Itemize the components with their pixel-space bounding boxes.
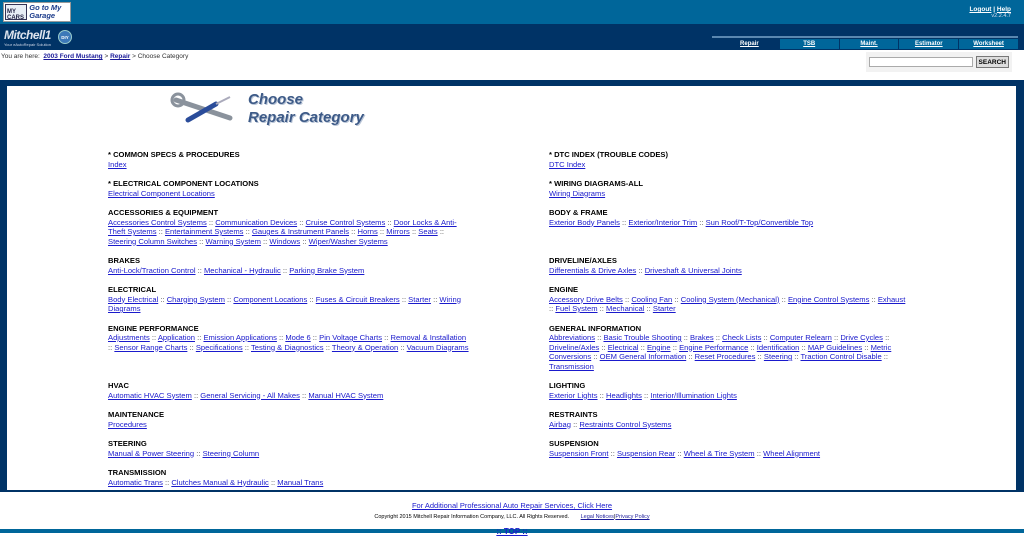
category-link[interactable]: Exterior Body Panels — [549, 217, 620, 227]
tab-maint[interactable]: Maint. — [840, 39, 899, 49]
category-link[interactable]: Index — [108, 159, 127, 169]
category-section — [549, 439, 909, 468]
category-link[interactable]: Driveshaft & Universal Joints — [644, 265, 742, 275]
category-section — [108, 256, 549, 285]
tab-tsb[interactable]: TSB — [780, 39, 839, 49]
page-header — [170, 91, 364, 127]
category-link[interactable]: Suspension Front — [549, 448, 609, 458]
category-link[interactable]: Mirrors — [386, 227, 410, 236]
category-row — [108, 468, 909, 497]
category-link[interactable]: Manual & Power Steering — [108, 448, 195, 458]
category-link[interactable]: Wheel Alignment — [763, 448, 821, 458]
link-separator: :: — [641, 390, 651, 400]
category-row — [108, 285, 909, 324]
category-links — [108, 449, 469, 459]
category-link[interactable]: Drive Cycles — [840, 333, 883, 342]
link-separator: :: — [158, 294, 167, 304]
category-links — [108, 391, 469, 401]
link-separator: :: — [799, 342, 808, 352]
category-section — [549, 179, 909, 208]
link-separator: :: — [430, 294, 440, 304]
category-links — [108, 333, 469, 352]
category-heading: BODY & FRAME — [549, 208, 608, 217]
link-separator: :: — [409, 227, 419, 236]
category-heading: * ELECTRICAL COMPONENT LOCATIONS — [108, 179, 259, 188]
link-separator: :: — [644, 304, 653, 313]
category-link[interactable]: Cooling System (Mechanical) — [680, 294, 780, 304]
category-link[interactable]: Application — [157, 333, 195, 342]
category-link[interactable]: Warning System — [205, 236, 261, 246]
category-link[interactable]: Computer Relearn — [769, 333, 832, 342]
category-link[interactable]: Clutches Manual & Hydraulic — [171, 477, 269, 487]
category-link[interactable]: Mechanical — [606, 304, 645, 313]
go-to-my-garage-button[interactable] — [3, 2, 71, 22]
category-section — [549, 285, 909, 324]
category-link[interactable]: Component Locations — [233, 294, 308, 304]
category-row — [108, 150, 909, 179]
category-link[interactable]: OEM General Information — [599, 352, 687, 361]
link-separator: :: — [268, 477, 278, 487]
category-link[interactable]: Charging System — [166, 294, 225, 304]
link-separator: :: — [187, 342, 196, 352]
category-link[interactable]: Engine — [646, 342, 671, 352]
copyright-line: Copyright 2015 Mitchell Repair Information Company, LLC. All Rights Reserved. Legal Notices|Privacy Policy — [374, 514, 650, 520]
link-separator: :: — [280, 265, 290, 275]
link-separator: :: — [831, 333, 841, 342]
category-link[interactable]: Mechanical - Hydraulic — [203, 265, 281, 275]
link-separator: :: — [755, 352, 764, 361]
category-link[interactable]: Pin Voltage Charts — [319, 333, 383, 342]
help-link[interactable]: Help — [996, 6, 1011, 13]
category-link[interactable]: Engine Performance — [679, 342, 749, 352]
category-link[interactable]: Specifications — [195, 342, 243, 352]
link-separator: :: — [195, 265, 204, 275]
category-link[interactable]: Horns — [357, 227, 378, 236]
link-separator: :: — [307, 294, 316, 304]
category-link[interactable]: Differentials & Drive Axles — [549, 265, 637, 275]
link-separator: :: — [349, 227, 358, 236]
link-separator: :: — [597, 304, 606, 313]
category-link[interactable]: Driveline/Axles — [549, 342, 600, 352]
link-separator: :: — [194, 333, 204, 342]
category-heading: ENGINE PERFORMANCE — [108, 323, 199, 333]
category-link[interactable]: Anti-Lock/Traction Control — [108, 265, 196, 275]
logo-tagline: Your eAutoRepair Solution — [4, 42, 51, 47]
link-separator: :: — [881, 352, 889, 361]
category-section — [108, 381, 549, 410]
category-link[interactable]: Identification — [756, 342, 800, 352]
category-section — [108, 410, 549, 439]
search-area — [866, 52, 1012, 72]
category-link[interactable]: Abbreviations — [549, 333, 596, 342]
category-link[interactable]: MAP Guidelines — [807, 342, 863, 352]
main-tabs — [712, 36, 1018, 50]
category-heading: TRANSMISSION — [108, 468, 167, 477]
category-link[interactable]: Cruise Control Systems — [305, 217, 386, 227]
category-link[interactable]: Vacuum Diagrams — [406, 342, 469, 352]
category-section — [108, 208, 549, 256]
category-section — [549, 468, 909, 497]
category-link[interactable]: Restraints Control Systems — [579, 419, 672, 429]
link-separator: :: — [672, 294, 681, 304]
category-heading: ELECTRICAL — [108, 285, 157, 294]
category-section — [108, 324, 549, 382]
category-link[interactable]: Parking Brake System — [289, 265, 365, 275]
category-link[interactable]: Manual HVAC System — [308, 390, 384, 400]
category-link[interactable]: Exterior Lights — [549, 390, 598, 400]
link-separator: :: — [382, 333, 391, 342]
link-separator: :: — [754, 448, 764, 458]
category-row — [108, 256, 909, 285]
category-link[interactable]: Accessories Control Systems — [108, 217, 207, 227]
category-heading: GENERAL INFORMATION — [549, 323, 642, 333]
link-separator: :: — [636, 265, 645, 275]
category-link[interactable]: Brakes — [690, 333, 714, 342]
breadcrumb-vehicle[interactable]: 2003 Ford Mustang — [43, 53, 103, 60]
link-separator: :: — [149, 333, 158, 342]
category-links — [549, 333, 909, 371]
link-separator: :: — [310, 333, 320, 342]
category-links — [549, 189, 909, 199]
link-separator: :: — [869, 294, 878, 304]
category-row — [108, 410, 909, 439]
link-separator: :: — [437, 227, 445, 236]
wrench-screwdriver-icon — [170, 92, 236, 126]
category-section — [549, 208, 909, 256]
category-link[interactable]: Mode 6 — [285, 333, 311, 342]
category-section — [108, 439, 549, 468]
category-link[interactable]: Transmission — [549, 361, 594, 371]
logout-link[interactable]: Logout — [969, 6, 992, 13]
link-separator: :: — [686, 352, 695, 361]
category-link[interactable]: Wiper/Washer Systems — [308, 236, 388, 246]
breadcrumb-current: Choose Category — [137, 53, 189, 60]
back-to-top-link[interactable]: :: TOP :: — [496, 527, 528, 536]
category-link[interactable]: Adjustments — [108, 333, 150, 342]
link-separator: :: — [399, 294, 409, 304]
mitchell1-logo — [4, 28, 69, 47]
category-link[interactable]: Automatic HVAC System — [108, 390, 192, 400]
category-links — [549, 449, 909, 459]
category-link[interactable]: Metric Conversions — [549, 342, 892, 361]
link-separator: :: — [108, 342, 115, 352]
category-section — [549, 150, 909, 179]
category-link[interactable]: Engine Control Systems — [787, 294, 870, 304]
category-link[interactable]: General Servicing - All Makes — [200, 390, 300, 400]
link-separator: :: — [792, 352, 801, 361]
category-row — [108, 439, 909, 468]
category-links — [549, 420, 909, 430]
link-separator: :: — [398, 342, 407, 352]
copyright-text: Copyright 2015 Mitchell Repair Information Company, LLC. All Rights Reserved. — [374, 514, 570, 520]
category-section — [549, 324, 909, 382]
category-link[interactable]: Sensor Range Charts — [114, 342, 188, 352]
category-links — [108, 189, 469, 199]
category-link[interactable]: Starter — [408, 294, 431, 304]
category-heading: * DTC INDEX (TROUBLE CODES) — [549, 150, 668, 159]
link-separator: :: — [243, 227, 252, 236]
category-row — [108, 179, 909, 208]
category-link[interactable]: Entertainment Systems — [164, 227, 244, 236]
link-separator: :: — [748, 342, 757, 352]
category-link[interactable]: Seats — [418, 227, 438, 236]
category-link[interactable]: Electrical Component Locations — [108, 188, 215, 198]
footer — [0, 495, 1024, 539]
category-row — [108, 381, 909, 410]
category-section — [108, 150, 549, 179]
link-separator: :: — [549, 304, 556, 313]
link-separator: :: — [242, 342, 251, 352]
link-separator: :: — [224, 294, 234, 304]
category-heading: ACCESSORIES & EQUIPMENT — [108, 208, 219, 217]
version-label: v2.2.4.7 — [991, 13, 1011, 19]
category-heading: HVAC — [108, 381, 129, 390]
link-separator: :: — [197, 236, 206, 246]
category-link[interactable]: Testing & Diagnostics — [251, 342, 324, 352]
category-link[interactable]: Accessory Drive Belts — [549, 294, 623, 304]
category-links — [108, 478, 469, 488]
category-link[interactable]: Traction Control Disable — [800, 352, 882, 361]
category-link[interactable]: Reset Procedures — [694, 352, 756, 361]
category-link[interactable]: Fuses & Circuit Breakers — [315, 294, 400, 304]
link-separator: :: — [300, 236, 309, 246]
category-row — [108, 324, 909, 382]
link-separator: :: — [323, 342, 332, 352]
category-link[interactable]: Electrical — [607, 342, 639, 352]
category-heading: STEERING — [108, 439, 147, 448]
link-separator: :: — [608, 448, 617, 458]
link-separator: :: — [299, 390, 309, 400]
link-separator: :: — [377, 227, 387, 236]
category-link[interactable]: Manual Trans — [277, 477, 324, 487]
category-row — [108, 208, 909, 256]
category-section — [108, 179, 549, 208]
category-link[interactable]: Headlights — [606, 390, 642, 400]
link-separator: :: — [385, 217, 394, 227]
category-links — [549, 266, 909, 276]
link-separator: :: — [862, 342, 871, 352]
link-separator: :: — [681, 333, 691, 342]
link-separator: :: — [779, 294, 788, 304]
category-link[interactable]: Fuel System — [555, 304, 598, 313]
link-separator: :: — [622, 294, 632, 304]
tab-estimator[interactable]: Estimator — [899, 39, 958, 49]
category-heading: * COMMON SPECS & PROCEDURES — [108, 150, 240, 159]
category-heading: RESTRAINTS — [549, 410, 598, 419]
search-input[interactable] — [869, 57, 973, 67]
category-links — [549, 391, 909, 401]
category-section — [549, 256, 909, 285]
tab-worksheet[interactable]: Worksheet — [959, 39, 1018, 49]
category-link[interactable]: Steering — [763, 352, 793, 361]
link-separator: :: — [591, 352, 600, 361]
category-link[interactable]: Starter — [652, 304, 676, 313]
link-separator: :: — [156, 227, 165, 236]
category-heading: MAINTENANCE — [108, 410, 165, 419]
category-section — [549, 410, 909, 439]
link-separator: :: — [206, 217, 216, 227]
category-link[interactable]: Steering Column Switches — [108, 236, 198, 246]
diy-badge-icon: DIY — [58, 30, 72, 44]
link-separator: :: — [194, 448, 203, 458]
logo-text: Mitchell1 — [4, 28, 51, 42]
link-separator: :: — [670, 342, 680, 352]
category-links — [108, 295, 469, 314]
category-heading: LIGHTING — [549, 381, 586, 390]
category-link[interactable]: Wiring Diagrams — [549, 188, 606, 198]
category-link[interactable]: Gauges & Instrument Panels — [251, 227, 350, 236]
link-separator: :: — [595, 333, 604, 342]
privacy-policy-link[interactable]: Privacy Policy — [615, 514, 650, 520]
category-links — [549, 160, 909, 170]
legal-notices-link[interactable]: Legal Notices — [580, 514, 614, 520]
category-links — [108, 266, 469, 276]
link-separator: :: — [260, 236, 270, 246]
breadcrumb-prefix: You are here: — [1, 53, 40, 60]
breadcrumb-separator: > — [104, 53, 109, 60]
category-link[interactable]: Wheel & Tire System — [683, 448, 755, 458]
category-section — [108, 468, 549, 497]
category-link[interactable]: Removal & Installation — [390, 333, 467, 342]
link-separator: :: — [619, 217, 629, 227]
category-link[interactable]: Suspension Rear — [616, 448, 676, 458]
category-heading: SUSPENSION — [549, 439, 599, 448]
additional-services-link[interactable]: For Additional Professional Auto Repair Services, Click Here — [411, 501, 613, 510]
account-links: Logout | Help v2.2.4.7 — [969, 6, 1011, 19]
category-section — [549, 381, 909, 410]
category-link[interactable]: Steering Column — [202, 448, 260, 458]
category-link[interactable]: Cooling Fan — [631, 294, 673, 304]
tab-repair[interactable]: Repair — [720, 39, 779, 49]
link-separator: :: — [761, 333, 770, 342]
my-cars-plate-icon: MY CARS — [5, 4, 27, 20]
link-separator: :: — [882, 333, 890, 342]
link-separator: :: — [191, 390, 201, 400]
category-link[interactable]: Body Electrical — [108, 294, 159, 304]
link-separator: :: — [297, 217, 306, 227]
breadcrumb-separator: > — [132, 53, 136, 60]
link-separator: :: — [599, 342, 608, 352]
category-link[interactable]: Check Lists — [722, 333, 762, 342]
link-separator: :: — [713, 333, 723, 342]
page-title-line1: Choose — [248, 91, 304, 108]
category-heading: * WIRING DIAGRAMS-ALL — [549, 179, 644, 188]
link-separator: :: — [638, 342, 647, 352]
category-link[interactable]: Door Locks & Anti-Theft Systems — [108, 217, 457, 236]
content-panel — [7, 86, 1016, 490]
content-frame — [0, 80, 1024, 492]
category-link[interactable]: Automatic Trans — [108, 477, 163, 487]
category-links — [549, 218, 909, 228]
category-link[interactable]: DTC Index — [549, 159, 586, 169]
breadcrumb-repair[interactable]: Repair — [110, 53, 131, 60]
link-separator: :: — [675, 448, 684, 458]
category-link[interactable]: Theory & Operation — [331, 342, 399, 352]
category-link[interactable]: Exterior/Interior Trim — [628, 217, 698, 227]
link-separator: :: — [570, 419, 580, 429]
link-separator: :: — [276, 333, 286, 342]
page-title-line2: Repair Category — [248, 109, 364, 126]
category-link[interactable]: Communication Devices — [215, 217, 298, 227]
category-links — [108, 160, 469, 170]
category-link[interactable]: Basic Trouble Shooting — [603, 333, 682, 342]
category-links — [108, 218, 469, 247]
category-section — [108, 285, 549, 324]
category-link[interactable]: Wiring Diagrams — [108, 294, 461, 313]
category-link[interactable]: Windows — [269, 236, 301, 246]
category-link[interactable]: Procedures — [108, 419, 147, 429]
category-links — [549, 295, 909, 314]
category-links — [108, 420, 469, 430]
category-heading: ENGINE — [549, 285, 579, 294]
category-link[interactable]: Sun Roof/T-Top/Convertible Top — [705, 217, 814, 227]
breadcrumb — [1, 53, 188, 60]
category-link[interactable]: Exhaust — [877, 294, 906, 304]
page-title — [248, 91, 364, 127]
garage-label: Go to My Garage — [29, 3, 62, 20]
search-button[interactable]: SEARCH — [976, 56, 1009, 68]
category-heading: DRIVELINE/AXLES — [549, 256, 617, 265]
category-heading: BRAKES — [108, 256, 141, 265]
category-link[interactable]: Airbag — [549, 419, 571, 429]
link-separator: :: — [597, 390, 606, 400]
category-link[interactable]: Emission Applications — [203, 333, 277, 342]
link-separator: :: — [162, 477, 172, 487]
top-bar — [0, 0, 1024, 24]
category-link[interactable]: Interior/Illumination Lights — [650, 390, 737, 400]
category-table — [108, 150, 909, 497]
link-separator: :: — [697, 217, 706, 227]
